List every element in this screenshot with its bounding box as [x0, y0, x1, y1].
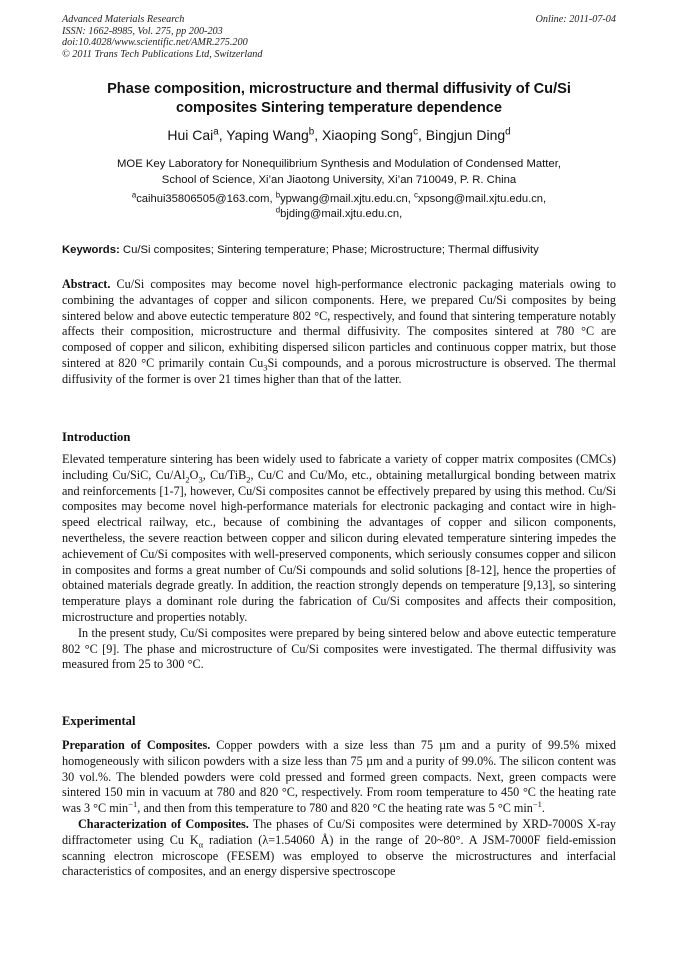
affiliation	[62, 156, 616, 188]
email-b[interactable]: $^b$ypwang@mail.xjtu.edu.cn,	[275, 190, 414, 205]
affiliation-line-2: School of Science, Xi’an Jiaotong University, Xi’an 710049, P. R. China	[161, 174, 517, 186]
email-c[interactable]: $^c$xpsong@mail.xjtu.edu.cn,	[413, 190, 547, 205]
author-emails	[62, 192, 616, 222]
journal-name: Advanced Materials Research	[62, 14, 185, 25]
author-1: Hui Cai$^a$,	[167, 126, 227, 143]
author-4: Bingjun Ding$^d$	[425, 126, 511, 143]
abstract-label: Abstract.	[62, 277, 111, 291]
title-line-1: Phase composition, microstructure and thermal diffusivity of Cu/Si	[107, 81, 571, 97]
keywords	[62, 243, 622, 258]
author-2: Yaping Wang$^b$,	[226, 126, 322, 143]
email-a[interactable]: $^a$caihui35806505@163.com,	[131, 190, 276, 205]
title-line-2: composites Sintering temperature dependence	[175, 100, 502, 116]
keywords-label: Keywords:	[62, 244, 120, 256]
introduction-heading: Introduction	[62, 430, 131, 444]
introduction-body	[62, 452, 616, 673]
intro-paragraph-2: In the present study, Cu/Si composites were prepared by being sintered below and above eutectic temperature 802 °C [9]. The phase and microstructure of Cu/Si composites were investigated. The thermal diffusivity was measured from 25 to 300 °C.	[62, 625, 616, 672]
author-list	[62, 126, 616, 144]
author-3: Xiaoping Song$^c$,	[322, 126, 426, 143]
preparation-paragraph: Preparation of Composites. Copper powders with a size less than 75 µm and a purity of 99.5% mixed homogeneously with silicon powders with a size less than 75 µm and a purity of 99.0%. The silicon content was 30 vol.%. The blended powders were cold pressed and formed green compacts. Next, green compacts were sintered 150 min in vacuum at 780 and 820 °C, respectively. From room temperature to 450 °C the heating rate was 3 °C $\min^{-1}$, and then from this temperature to 780 and 820 °C the heating rate was 5 °C $\min^{-1}$.	[62, 738, 616, 816]
email-d[interactable]: $^d$bjding@mail.xjtu.edu.cn,	[275, 205, 403, 220]
online-date: Online: 2011-07-04	[535, 14, 616, 25]
doi-line[interactable]: doi:10.4028/www.scientific.net/AMR.275.200	[62, 37, 248, 49]
keywords-text: Cu/Si composites; Sintering temperature; Phase; Microstructure; Thermal diffusivity	[119, 244, 539, 256]
experimental-body	[62, 738, 616, 880]
characterization-paragraph: Characterization of Composites. The phases of Cu/Si composites were determined by XRD-7000S X-ray diffractometer using Cu $K_\alpha$ radiation (λ=1.54060 Å) in the range of 20~80°. A JSM-7000F field-emission scanning electron microscope (FESEM) was employed to observe the microstructures and interfacial characteristics of composites, and an energy dispersive spectroscope	[62, 816, 616, 879]
paper-title	[62, 80, 616, 118]
affiliation-line-1: MOE Key Laboratory for Nonequilibrium Synthesis and Modulation of Condensed Matter,	[117, 158, 561, 170]
abstract: Abstract. Cu/Si composites may become novel high-performance electronic packaging materials owing to combining the advantages of copper and silicon components. Here, we prepared Cu/Si composites by being sintered below and above eutectic temperature 802 °C, respectively, and found that sintering temperature notably affects their composition, microstructure and thermal diffusivity. The composites sintered at 780 °C are composed of copper and silicon, exhibiting dispersed silicon particles and continuous copper matrix, but those sintered at 820 °C primarily contain $Cu_3Si$ compounds, and a porous microstructure is observed. The thermal diffusivity of the former is over 21 times higher than that of the latter.	[62, 277, 616, 386]
intro-paragraph-1: Elevated temperature sintering has been widely used to fabricate a variety of copper matrix composites (CMCs) including Cu/SiC, $Cu/Al_2O_3$, Cu/TiB$_2$, Cu/C and Cu/Mo, etc., obtaining metallurgical bonding between matrix and reinforcements [1-7], however, Cu/Si composites cannot be effectively prepared by using this method. Cu/Si composites may become novel high-performance materials for electronic packaging and contact wire in high-speed electrical railway, etc., because of combining the advantages of copper and silicon components, nevertheless, the severe reaction between copper and silicon during elevated temperature sintering impedes the achievement of Cu/Si composites with well-preserved components, which seriously consumes copper and silicon in composites and forms a great number of Cu/Si compounds and solid solutions [8-12], hence the properties of obtained materials degrade greatly. In addition, the reaction strongly depends on temperature [9,13], so sintering temperature plays a dominant role during the fabrication of Cu/Si composites and affects their composition, microstructure and properties notably.	[62, 452, 616, 624]
journal-header	[62, 14, 262, 60]
copyright-line: © 2011 Trans Tech Publications Ltd, Switzerland	[62, 48, 263, 60]
issn-line: ISSN: 1662-8985, Vol. 275, pp 200-203	[62, 25, 223, 37]
experimental-heading: Experimental	[62, 714, 136, 728]
